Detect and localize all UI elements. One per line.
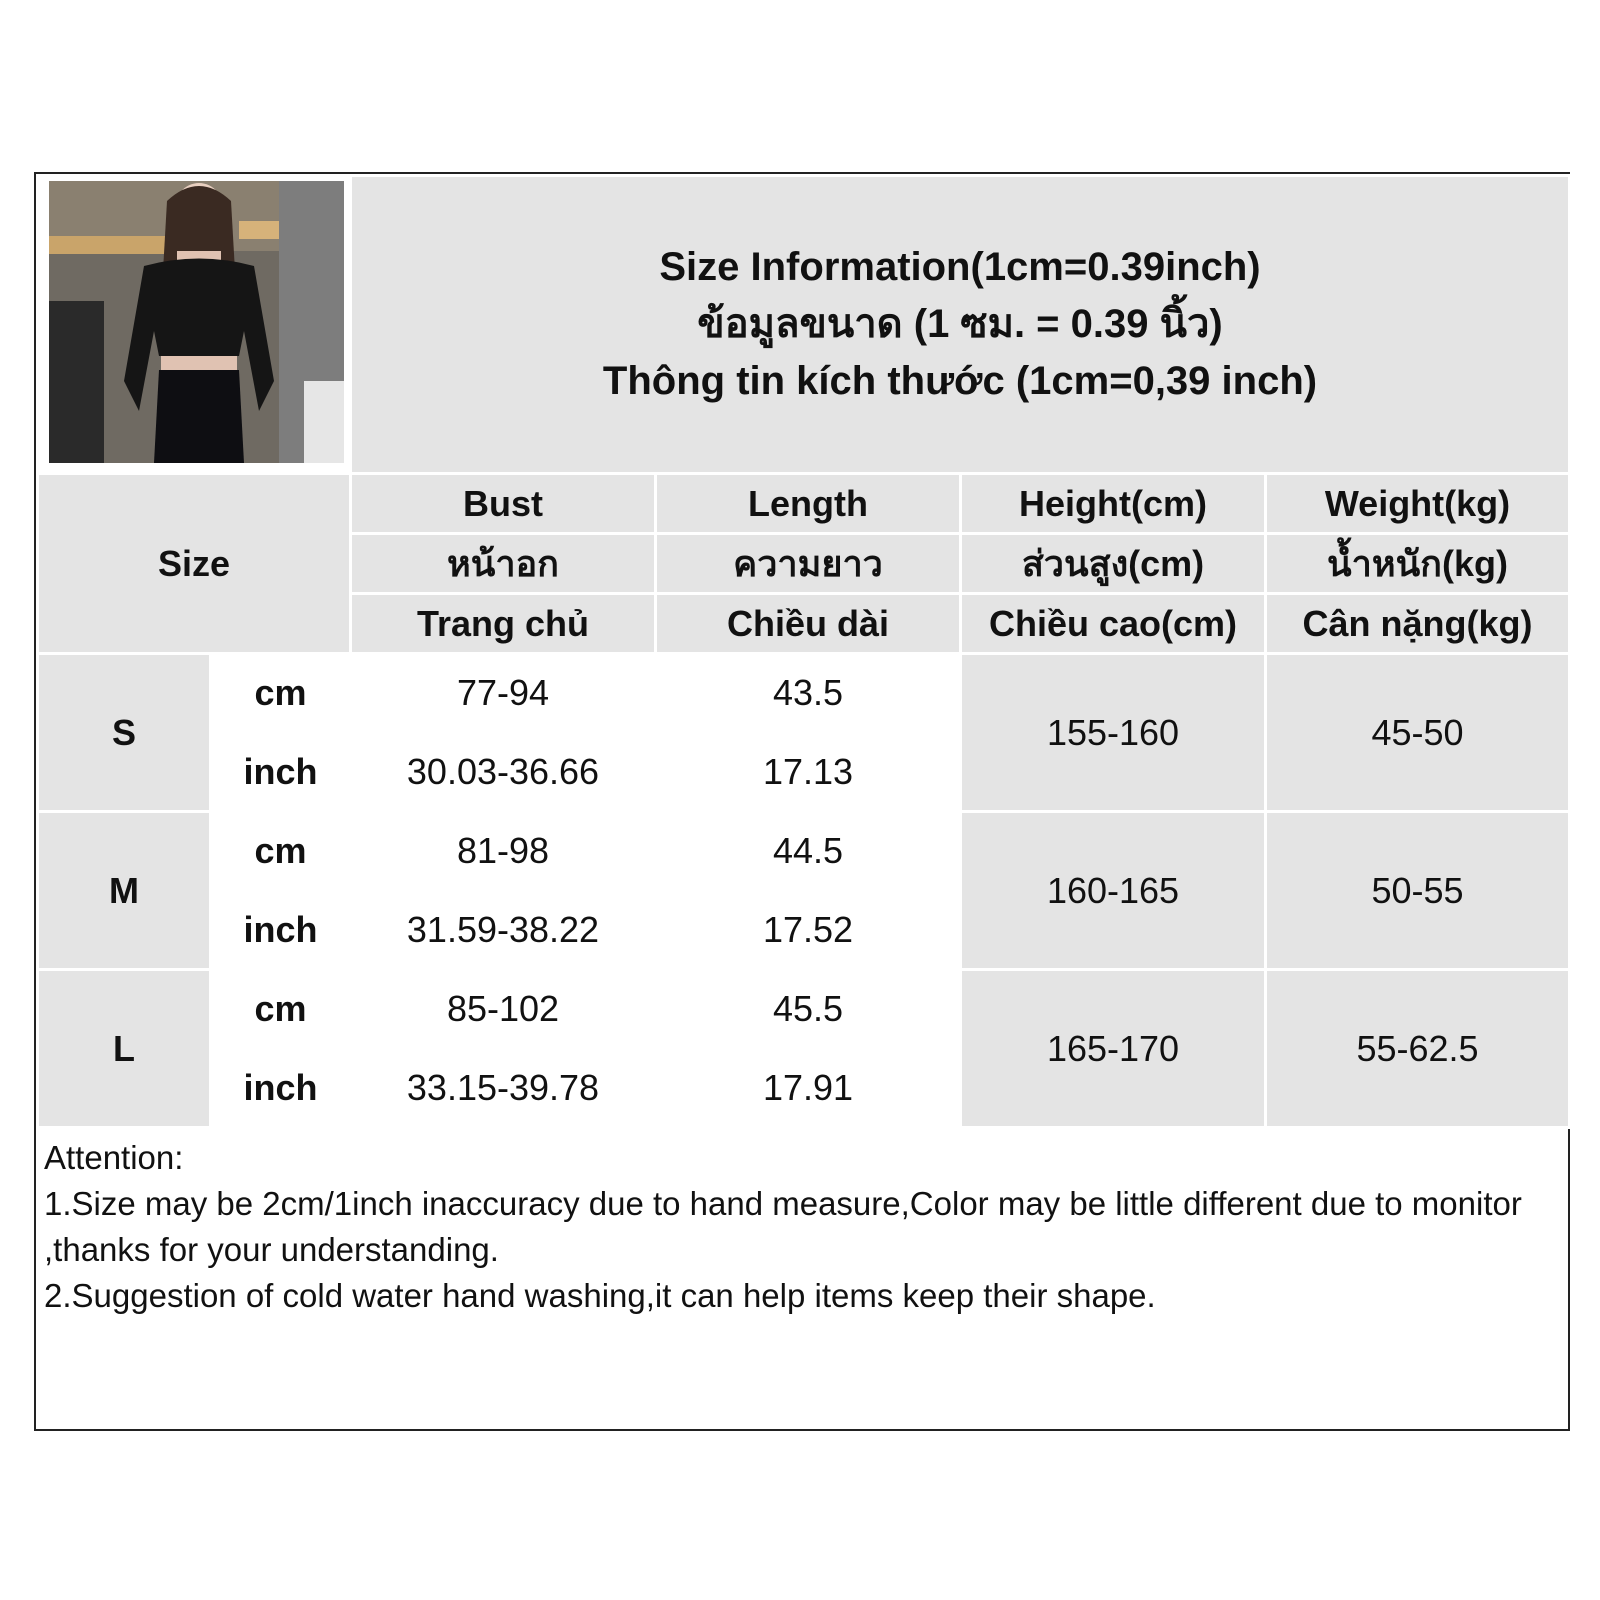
title-block bbox=[351, 176, 1570, 474]
attention-heading: Attention: bbox=[44, 1139, 184, 1176]
col-bust-vi: Trang chủ bbox=[351, 594, 656, 654]
m-length-inch: 17.52 bbox=[656, 891, 961, 970]
size-m-label: M bbox=[38, 812, 211, 970]
l-bust-cm: 85-102 bbox=[351, 970, 656, 1049]
col-height-vi: Chiều cao(cm) bbox=[961, 594, 1266, 654]
col-length-en: Length bbox=[656, 474, 961, 534]
size-chart bbox=[34, 172, 1570, 1431]
size-l-label: L bbox=[38, 970, 211, 1128]
size-table bbox=[36, 174, 1571, 1129]
m-height: 160-165 bbox=[961, 812, 1266, 970]
col-bust-en: Bust bbox=[351, 474, 656, 534]
col-weight-en: Weight(kg) bbox=[1266, 474, 1570, 534]
col-height-th: ส่วนสูง(cm) bbox=[961, 534, 1266, 594]
unit-cm-label: cm bbox=[211, 654, 351, 733]
title-thai: ข้อมูลขนาด (1 ซม. = 0.39 นิ้ว) bbox=[697, 302, 1223, 346]
s-length-inch: 17.13 bbox=[656, 733, 961, 812]
l-height: 165-170 bbox=[961, 970, 1266, 1128]
product-photo bbox=[49, 181, 344, 463]
title-english: Size Information(1cm=0.39inch) bbox=[659, 245, 1261, 289]
col-weight-th: น้ำหนัก(kg) bbox=[1266, 534, 1570, 594]
col-length-vi: Chiều dài bbox=[656, 594, 961, 654]
l-length-inch: 17.91 bbox=[656, 1049, 961, 1128]
col-height-en: Height(cm) bbox=[961, 474, 1266, 534]
col-length-th: ความยาว bbox=[656, 534, 961, 594]
col-weight-vi: Cân nặng(kg) bbox=[1266, 594, 1570, 654]
l-length-cm: 45.5 bbox=[656, 970, 961, 1049]
s-height: 155-160 bbox=[961, 654, 1266, 812]
s-bust-inch: 30.03-36.66 bbox=[351, 733, 656, 812]
m-bust-cm: 81-98 bbox=[351, 812, 656, 891]
s-weight: 45-50 bbox=[1266, 654, 1570, 812]
title-vietnamese: Thông tin kích thước (1cm=0,39 inch) bbox=[602, 359, 1318, 403]
l-bust-inch: 33.15-39.78 bbox=[351, 1049, 656, 1128]
unit-inch-label: inch bbox=[211, 1049, 351, 1128]
product-photo-cell bbox=[38, 176, 351, 474]
l-weight: 55-62.5 bbox=[1266, 970, 1570, 1128]
size-s-label: S bbox=[38, 654, 211, 812]
m-bust-inch: 31.59-38.22 bbox=[351, 891, 656, 970]
unit-inch-label: inch bbox=[211, 733, 351, 812]
size-header: Size bbox=[38, 474, 351, 654]
unit-cm-label: cm bbox=[211, 970, 351, 1049]
attention-notes bbox=[36, 1129, 1568, 1325]
s-bust-cm: 77-94 bbox=[351, 654, 656, 733]
unit-inch-label: inch bbox=[211, 891, 351, 970]
unit-cm-label: cm bbox=[211, 812, 351, 891]
m-length-cm: 44.5 bbox=[656, 812, 961, 891]
col-bust-th: หน้าอก bbox=[351, 534, 656, 594]
attention-note-1: 1.Size may be 2cm/1inch inaccuracy due to hand measure,Color may be little different due to monitor ,thanks for your understanding. bbox=[44, 1185, 1522, 1268]
s-length-cm: 43.5 bbox=[656, 654, 961, 733]
m-weight: 50-55 bbox=[1266, 812, 1570, 970]
attention-note-2: 2.Suggestion of cold water hand washing,it can help items keep their shape. bbox=[44, 1277, 1156, 1314]
